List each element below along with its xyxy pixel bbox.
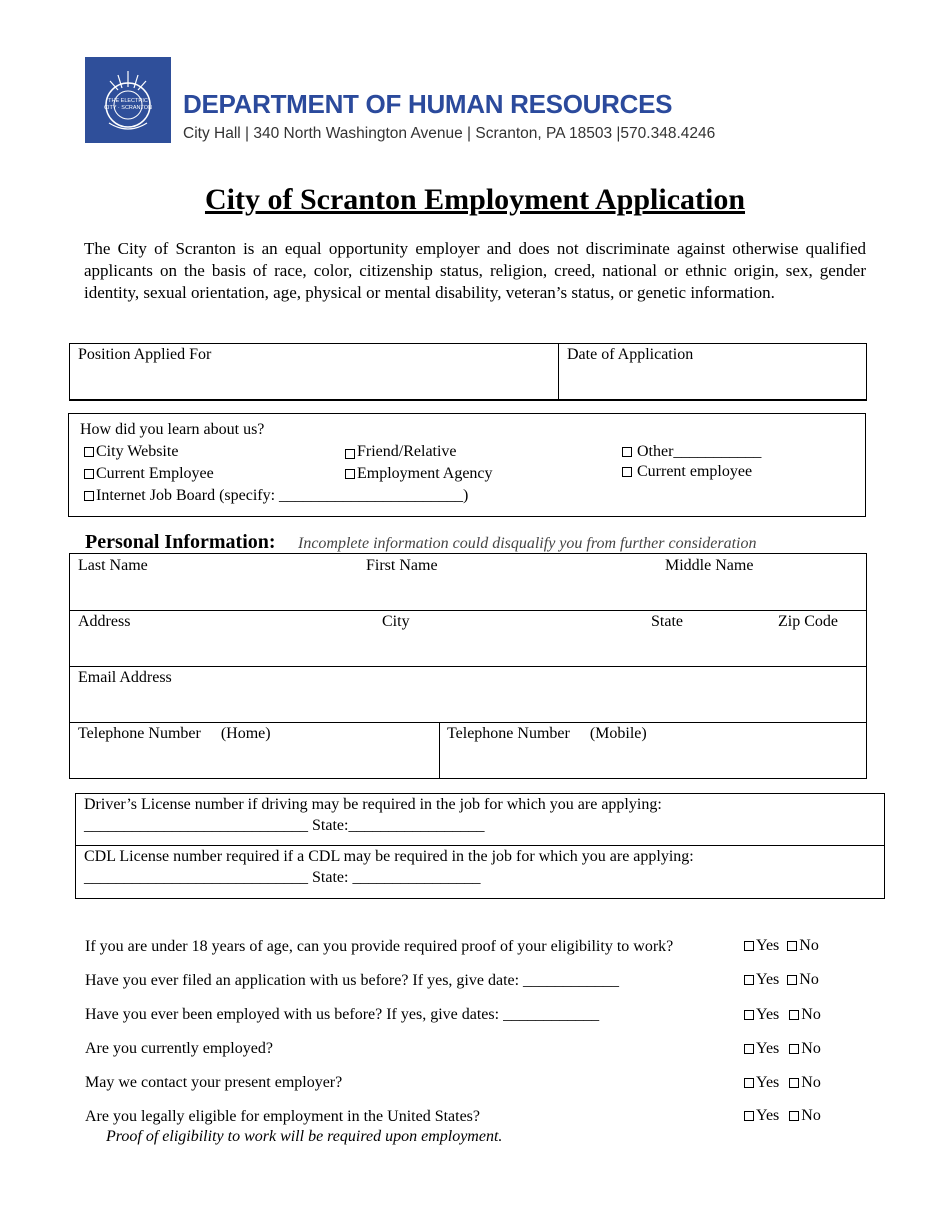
learn-heading: How did you learn about us?: [80, 421, 265, 438]
row-divider: [69, 610, 867, 611]
option-current-employee-2[interactable]: Current employee: [622, 462, 752, 482]
option-city-website[interactable]: City Website: [84, 442, 178, 462]
mobile-phone-field[interactable]: Telephone Number (Mobile): [447, 725, 647, 742]
yes-no-currently-employed[interactable]: Yes No: [744, 1040, 821, 1058]
first-name-field[interactable]: First Name: [366, 557, 438, 574]
option-current-employee[interactable]: Current Employee: [84, 464, 214, 484]
checkbox-icon[interactable]: [622, 447, 632, 457]
personal-info-note: Incomplete information could disqualify you from further consideration: [298, 535, 757, 552]
page-title: City of Scranton Employment Application: [204, 183, 746, 216]
address-field[interactable]: Address: [78, 613, 131, 630]
email-address-field[interactable]: Email Address: [78, 669, 172, 686]
checkbox-icon[interactable]: [744, 1111, 754, 1121]
drivers-license-field[interactable]: ____________________________ State:_________________: [84, 817, 485, 834]
row-divider: [69, 666, 867, 667]
yes-no-under-18[interactable]: Yes No: [744, 937, 819, 955]
checkbox-icon[interactable]: [789, 1111, 799, 1121]
zip-code-field[interactable]: Zip Code: [778, 613, 838, 630]
question-currently-employed: Are you currently employed?: [85, 1040, 273, 1057]
logo-text: THE ELECTRIC CITY · SCRANTON: [103, 98, 153, 111]
option-internet-job-board[interactable]: Internet Job Board (specify: _______________________): [84, 486, 468, 506]
eligibility-note: Proof of eligibility to work will be required upon employment.: [106, 1128, 503, 1145]
cdl-license-field[interactable]: ____________________________ State: ________________: [84, 869, 481, 886]
checkbox-icon[interactable]: [622, 467, 632, 477]
option-friend-relative[interactable]: Friend/Relative: [345, 442, 457, 462]
checkbox-icon[interactable]: [84, 447, 94, 457]
yes-no-employed-before[interactable]: Yes No: [744, 1006, 821, 1024]
question-legally-eligible: Are you legally eligible for employment in the United States?: [85, 1108, 481, 1125]
checkbox-icon[interactable]: [787, 941, 797, 951]
phone-divider: [439, 722, 440, 779]
question-contact-employer: May we contact your present employer?: [85, 1074, 343, 1091]
date-of-application-field[interactable]: Date of Application: [567, 346, 694, 363]
state-field[interactable]: State: [651, 613, 683, 630]
drivers-license-label: Driver’s License number if driving may be required in the job for which you are applying:: [84, 796, 662, 813]
checkbox-icon[interactable]: [744, 1044, 754, 1054]
position-applied-field[interactable]: Position Applied For: [78, 346, 212, 363]
checkbox-icon[interactable]: [744, 1010, 754, 1020]
yes-no-filed-before[interactable]: Yes No: [744, 971, 819, 989]
option-other[interactable]: Other___________: [622, 442, 761, 462]
row-divider: [75, 845, 885, 846]
yes-no-legally-eligible[interactable]: Yes No: [744, 1107, 821, 1125]
checkbox-icon[interactable]: [789, 1078, 799, 1088]
eeo-statement: The City of Scranton is an equal opportunity employer and does not discriminate against otherwise qualified applicants on the basis of race, color, citizenship status, religion, creed, national or ethnic origin, sex, gender identity, sexual orientation, age, physical or mental disability, veteran’s status, or genetic information.: [84, 239, 866, 302]
question-employed-before: Have you ever been employed with us before? If yes, give dates: ____________: [85, 1006, 600, 1023]
checkbox-icon[interactable]: [744, 1078, 754, 1088]
question-filed-before: Have you ever filed an application with us before? If yes, give date: ____________: [85, 972, 620, 989]
cdl-license-label: CDL License number required if a CDL may be required in the job for which you are applying:: [84, 848, 694, 865]
yes-no-contact-employer[interactable]: Yes No: [744, 1074, 821, 1092]
row-divider: [69, 722, 867, 723]
checkbox-icon[interactable]: [345, 449, 355, 459]
last-name-field[interactable]: Last Name: [78, 557, 148, 574]
home-phone-field[interactable]: Telephone Number (Home): [78, 725, 271, 742]
checkbox-icon[interactable]: [744, 975, 754, 985]
position-divider: [558, 343, 559, 401]
department-name: DEPARTMENT OF HUMAN RESOURCES: [183, 89, 673, 119]
personal-info-heading: Personal Information:: [85, 531, 276, 553]
checkbox-icon[interactable]: [789, 1044, 799, 1054]
department-address: City Hall | 340 North Washington Avenue | Scranton, PA 18503 |570.348.4246: [183, 125, 716, 142]
option-employment-agency[interactable]: Employment Agency: [345, 464, 493, 484]
checkbox-icon[interactable]: [789, 1010, 799, 1020]
question-under-18: If you are under 18 years of age, can you provide required proof of your eligibility to work?: [85, 938, 674, 955]
checkbox-icon[interactable]: [345, 469, 355, 479]
city-field[interactable]: City: [382, 613, 410, 630]
middle-name-field[interactable]: Middle Name: [665, 557, 754, 574]
checkbox-icon[interactable]: [787, 975, 797, 985]
checkbox-icon[interactable]: [84, 469, 94, 479]
checkbox-icon[interactable]: [744, 941, 754, 951]
city-logo: [85, 57, 171, 143]
checkbox-icon[interactable]: [84, 491, 94, 501]
